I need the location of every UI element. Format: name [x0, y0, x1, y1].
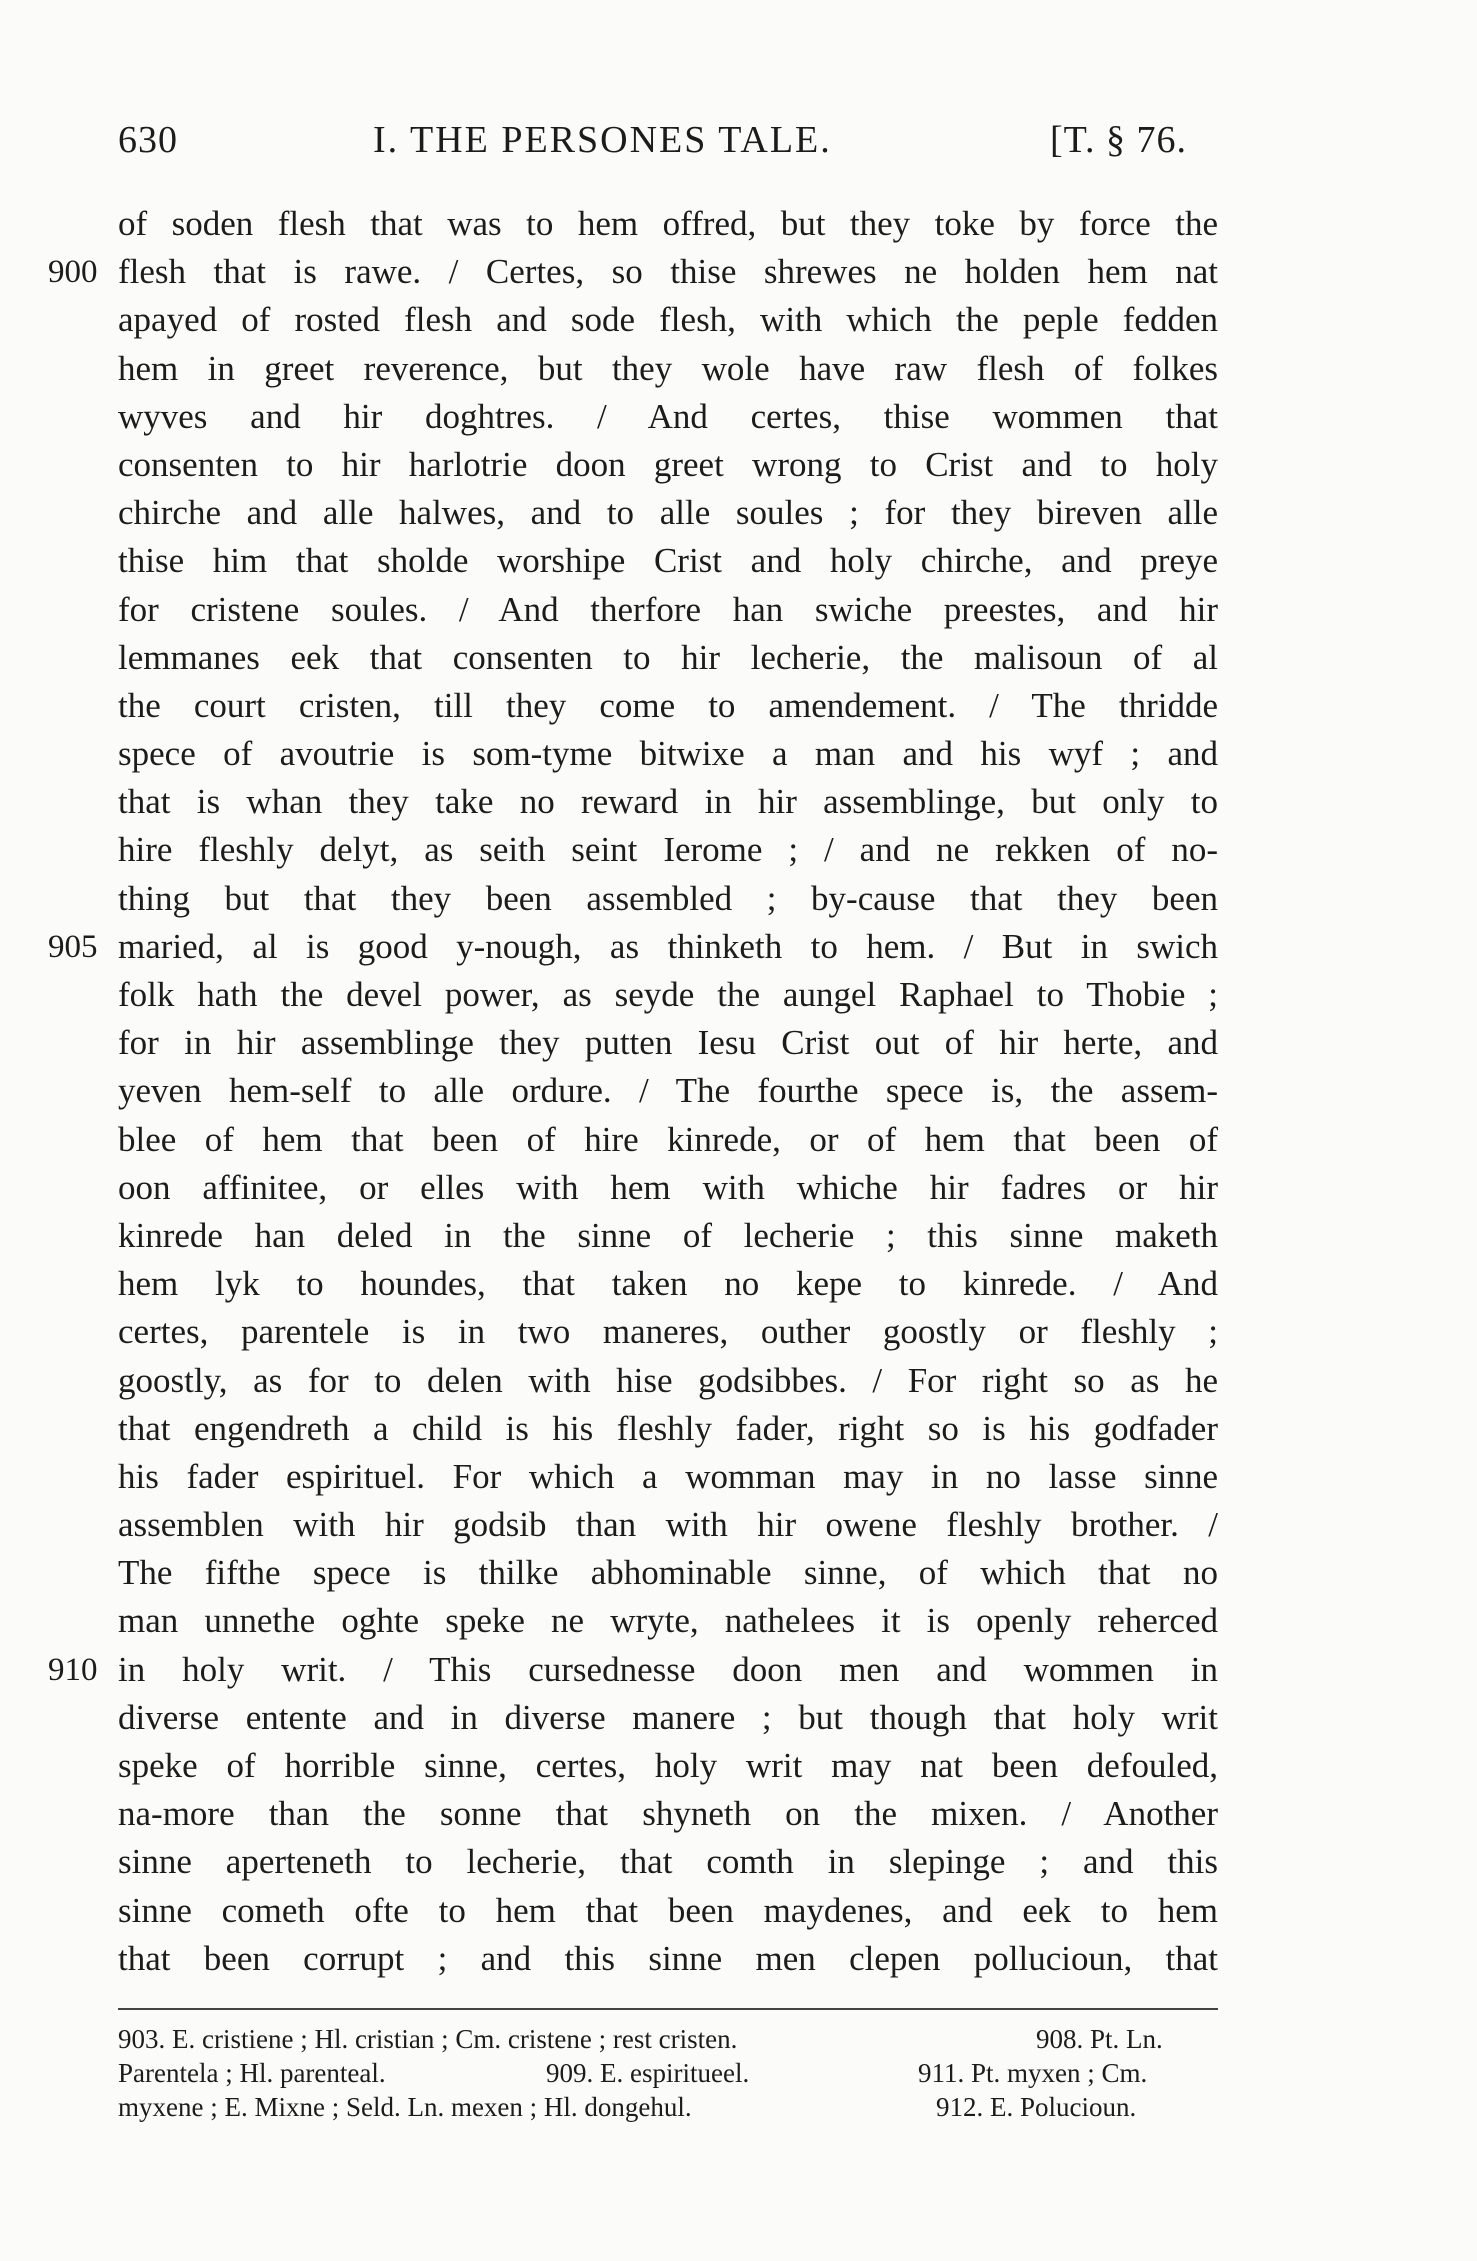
text-line — [118, 537, 1218, 585]
text-line — [118, 200, 1218, 248]
footnote-text: 903. E. cristiene ; Hl. cristian ; Cm. cristene ; rest cristen. — [118, 2024, 738, 2054]
text-line — [48, 1646, 1218, 1694]
footnote-line — [118, 2090, 1218, 2124]
footnotes — [118, 2022, 1218, 2124]
line-text: that been corrupt ; and this sinne men clepen pollucioun, that — [118, 1938, 1218, 1978]
line-text: wyves and hir doghtres. / And certes, thise wommen that — [118, 396, 1218, 436]
text-line — [118, 1935, 1218, 1983]
footnote-line — [118, 2022, 1218, 2056]
text-line — [118, 1887, 1218, 1935]
text-line — [118, 1549, 1218, 1597]
text-line — [118, 296, 1218, 344]
line-text: blee of hem that been of hire kinrede, or of hem that been of — [118, 1119, 1218, 1159]
line-text: consenten to hir harlotrie doon greet wrong to Crist and to holy — [118, 444, 1218, 484]
line-text: apayed of rosted flesh and sode flesh, with which the peple fedden — [118, 300, 1218, 340]
page-number: 630 — [118, 119, 178, 161]
line-text: the court cristen, till they come to amendement. / The thridde — [118, 685, 1218, 725]
line-text: that engendreth a child is his fleshly fader, right so is his godfader — [118, 1408, 1218, 1448]
text-line — [118, 1597, 1218, 1645]
footnote-text: myxene ; E. Mixne ; Seld. Ln. mexen ; Hl. dongehul. — [118, 2092, 692, 2122]
text-line — [118, 634, 1218, 682]
text-line — [118, 826, 1218, 874]
line-text: diverse entente and in diverse manere ; but though that holy writ — [118, 1697, 1218, 1737]
line-text: sinne aperteneth to lecherie, that comth in slepinge ; and this — [118, 1842, 1218, 1882]
text-line — [118, 875, 1218, 923]
line-text: of soden flesh that was to hem offred, but they toke by force the — [118, 204, 1218, 243]
line-text: that is whan they take no reward in hir assemblinge, but only to — [118, 782, 1218, 822]
line-text: maried, al is good y-nough, as thinketh to hem. / But in swich — [118, 926, 1218, 966]
line-text: sinne cometh ofte to hem that been maydenes, and eek to hem — [118, 1890, 1218, 1930]
text-line — [118, 1357, 1218, 1405]
text-line — [118, 1212, 1218, 1260]
footnote-text: Parentela ; Hl. parenteal. — [118, 2058, 386, 2088]
footnote-text: 911. Pt. myxen ; Cm. — [918, 2058, 1148, 2088]
line-text: certes, parentele is in two maneres, outher goostly or fleshly ; — [118, 1312, 1218, 1352]
text-line — [118, 1067, 1218, 1115]
text-line — [118, 1453, 1218, 1501]
line-text: thing but that they been assembled ; by-cause that they been — [118, 878, 1218, 918]
line-text: flesh that is rawe. / Certes, so thise shrewes ne holden hem nat — [118, 252, 1218, 292]
text-line — [118, 1405, 1218, 1453]
line-text: lemmanes eek that consenten to hir lecherie, the malisoun of al — [118, 637, 1218, 677]
section-reference: [T. § 76. — [1050, 119, 1188, 161]
text-line — [118, 1164, 1218, 1212]
text-line — [118, 778, 1218, 826]
line-text: in holy writ. / This cursednesse doon men and wommen in — [118, 1649, 1218, 1689]
text-line — [118, 1694, 1218, 1742]
line-text: for cristene soules. / And therfore han swiche preestes, and hir — [118, 589, 1218, 629]
line-number: 900 — [48, 254, 98, 291]
text-line — [118, 1838, 1218, 1886]
text-line — [48, 248, 1218, 296]
footnote-text: 912. E. Polucioun. — [936, 2092, 1137, 2122]
running-title: I. THE PERSONES TALE. — [373, 119, 832, 161]
running-header — [118, 118, 1218, 168]
line-text: his fader espirituel. For which a womman may in no lasse sinne — [118, 1456, 1218, 1496]
line-text: hem in greet reverence, but they wole have raw flesh of folkes — [118, 348, 1218, 388]
text-line — [118, 1116, 1218, 1164]
footnote-rule — [118, 2008, 1218, 2010]
text-line — [118, 1501, 1218, 1549]
line-text: thise him that sholde worshipe Crist and holy chirche, and preye — [118, 541, 1218, 581]
footnote-line — [118, 2056, 1218, 2090]
text-line — [118, 586, 1218, 634]
main-text — [48, 200, 1218, 1983]
footnote-text: 908. Pt. Ln. — [1036, 2024, 1163, 2054]
line-text: The fifthe spece is thilke abhominable sinne, of which that no — [118, 1553, 1218, 1593]
text-line — [48, 923, 1218, 971]
footnote-text: 909. E. espiritueel. — [546, 2058, 750, 2088]
line-text: kinrede han deled in the sinne of lecherie ; this sinne maketh — [118, 1215, 1218, 1255]
line-number: 910 — [48, 1651, 98, 1688]
text-line — [118, 682, 1218, 730]
text-line — [118, 730, 1218, 778]
text-line — [118, 489, 1218, 537]
text-line — [118, 441, 1218, 489]
text-line — [118, 971, 1218, 1019]
line-text: hem lyk to houndes, that taken no kepe to kinrede. / And — [118, 1264, 1218, 1304]
line-text: spece of avoutrie is som-tyme bitwixe a man and his wyf ; and — [118, 734, 1218, 774]
line-text: chirche and alle halwes, and to alle soules ; for they bireven alle — [118, 493, 1218, 533]
line-text: speke of horrible sinne, certes, holy writ may nat been defouled, — [118, 1746, 1218, 1785]
text-line — [118, 1260, 1218, 1308]
text-line — [118, 1019, 1218, 1067]
text-line — [118, 1790, 1218, 1838]
line-number: 905 — [48, 928, 98, 965]
text-line — [118, 1742, 1218, 1790]
text-line — [118, 393, 1218, 441]
line-text: na-more than the sonne that shyneth on the mixen. / Another — [118, 1794, 1218, 1834]
text-line — [118, 345, 1218, 393]
text-line — [118, 1308, 1218, 1356]
line-text: man unnethe oghte speke ne wryte, nathelees it is openly reherced — [118, 1601, 1218, 1641]
line-text: goostly, as for to delen with hise godsibbes. / For right so as he — [118, 1360, 1218, 1400]
line-text: oon affinitee, or elles with hem with whiche hir fadres or hir — [118, 1167, 1218, 1207]
line-text: for in hir assemblinge they putten Iesu Crist out of hir herte, and — [118, 1023, 1218, 1063]
line-text: folk hath the devel power, as seyde the aungel Raphael to Thobie ; — [118, 975, 1218, 1014]
line-text: yeven hem-self to alle ordure. / The fourthe spece is, the assem- — [118, 1071, 1218, 1111]
line-text: hire fleshly delyt, as seith seint Ierome ; / and ne rekken of no- — [118, 830, 1218, 870]
line-text: assemblen with hir godsib than with hir owene fleshly brother. / — [118, 1505, 1218, 1545]
